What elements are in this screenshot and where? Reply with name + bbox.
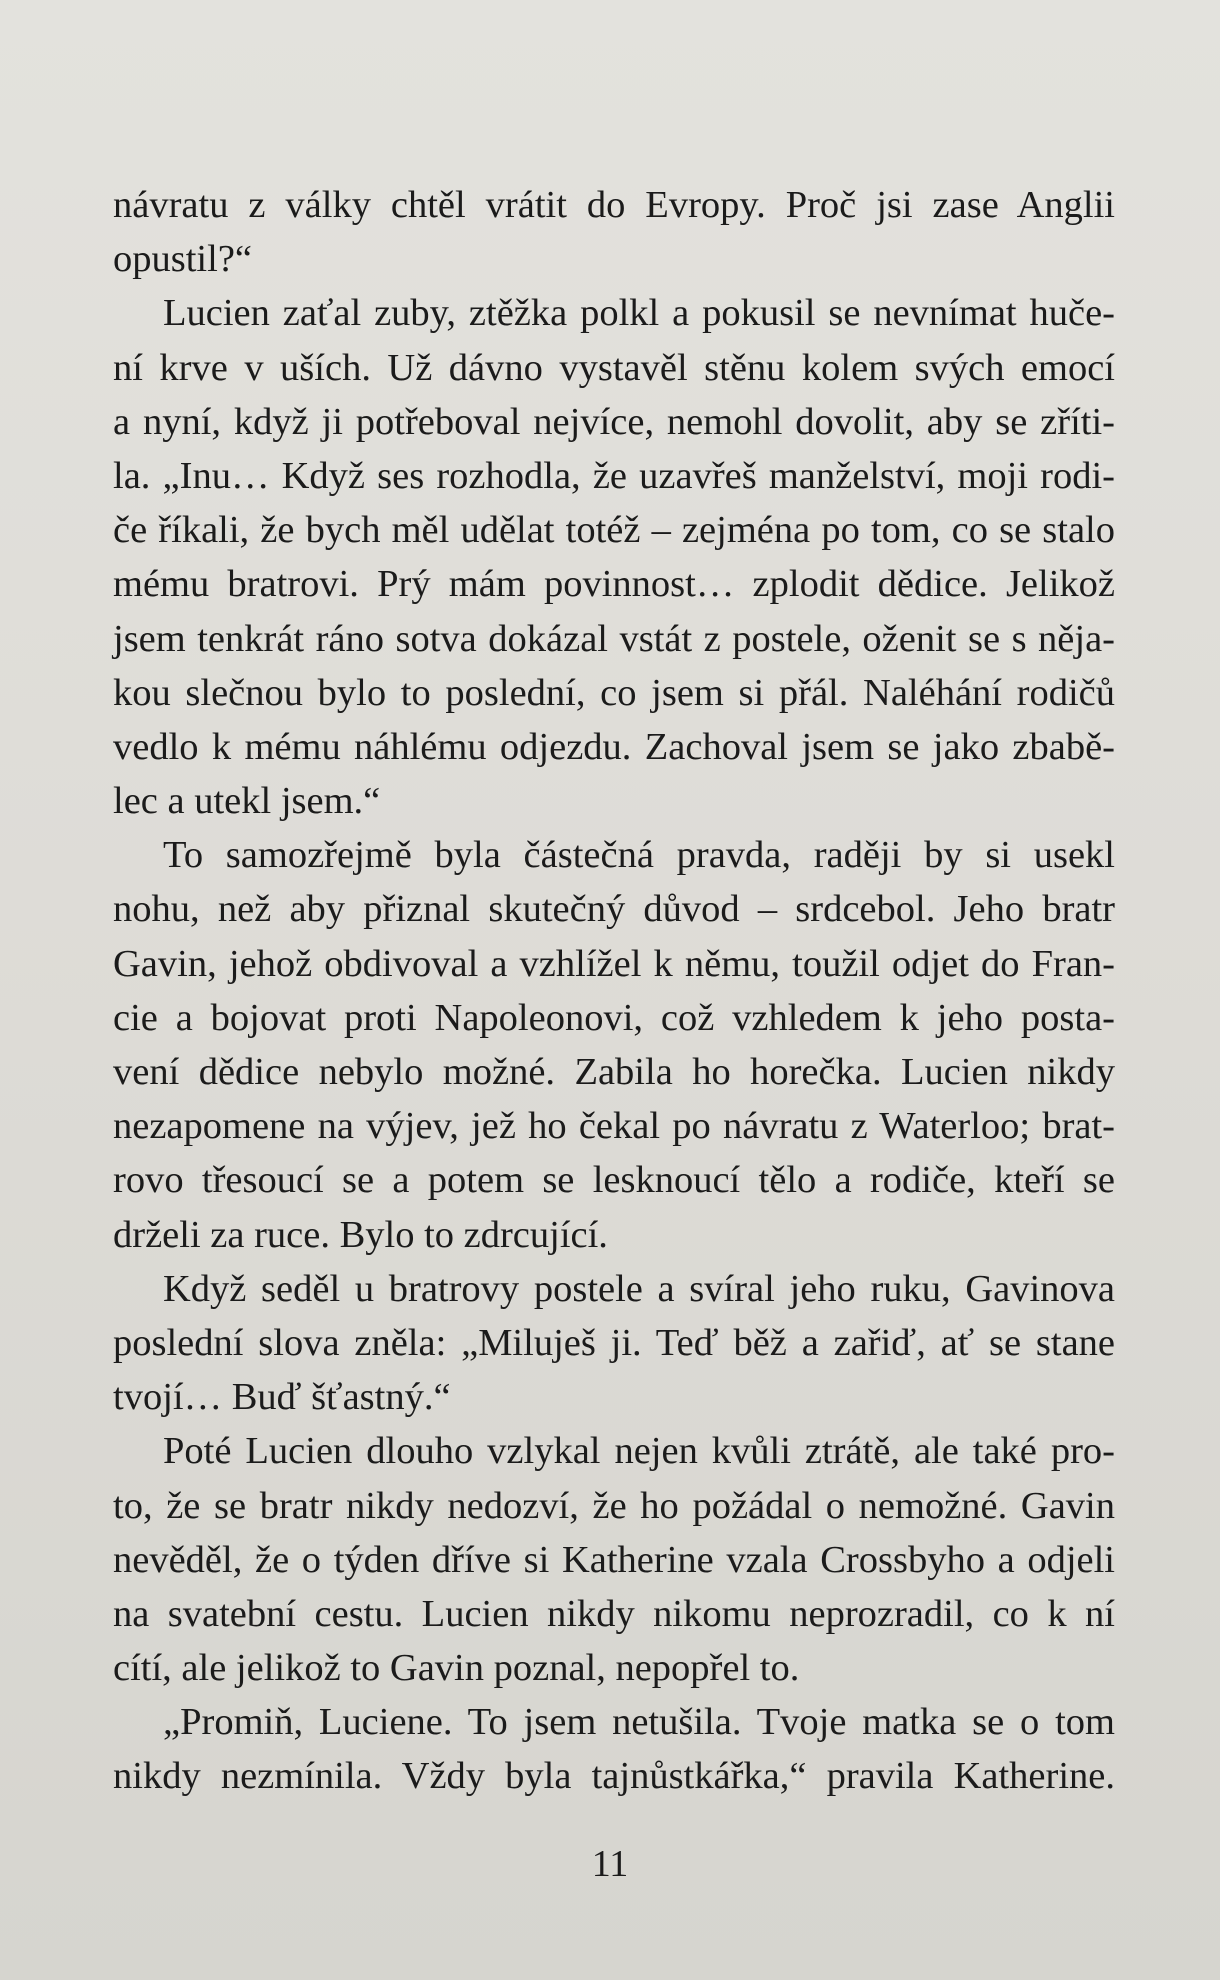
text-line: ní krve v uších. Už dávno vystavěl stěnu kolem svých emocí	[113, 346, 1115, 389]
text-line: Gavin, jehož obdivoval a vzhlížel k němu, toužil odjet do Fran-	[113, 942, 1115, 985]
text-line: To samozřejmě byla částečná pravda, raději by si usekl	[163, 834, 1115, 877]
text-line: nohu, než aby přiznal skutečný důvod – srdcebol. Jeho bratr	[113, 888, 1115, 931]
text-line: to, že se bratr nikdy nedozví, že ho požádal o nemožné. Gavin	[113, 1484, 1115, 1527]
text-line: vení dědice nebylo možné. Zabila ho horečka. Lucien nikdy	[113, 1051, 1115, 1093]
text-line: mému bratrovi. Prý mám povinnost… zplodit dědice. Jelikož	[113, 563, 1115, 606]
text-line: nevěděl, že o týden dříve si Katherine vzala Crossbyho a odjeli	[113, 1538, 1115, 1581]
text-line: Lucien zaťal zuby, ztěžka polkl a pokusil se nevnímat huče-	[163, 292, 1115, 335]
text-line: lec a utekl jsem.“	[113, 780, 381, 823]
page-number: 11	[591, 1843, 629, 1885]
text-line: če říkali, že bych měl udělat totéž – zejména po tom, co se stalo	[113, 509, 1115, 552]
text-line: vedlo k mému náhlému odjezdu. Zachoval jsem se jako zbabě-	[113, 725, 1115, 768]
text-line: Poté Lucien dlouho vzlykal nejen kvůli ztrátě, ale také pro-	[163, 1430, 1115, 1473]
text-line: Když seděl u bratrovy postele a svíral jeho ruku, Gavinova	[163, 1267, 1115, 1310]
text-line: a nyní, když ji potřeboval nejvíce, nemohl dovolit, aby se zříti-	[113, 400, 1115, 443]
text-line: jsem tenkrát ráno sotva dokázal vstát z postele, oženit se s něja-	[113, 617, 1115, 660]
page-text	[113, 178, 1115, 1804]
text-line: „Promiň, Luciene. To jsem netušila. Tvoje matka se o tom	[163, 1701, 1115, 1744]
text-line: na svatební cestu. Lucien nikdy nikomu neprozradil, co k ní	[113, 1592, 1115, 1635]
text-line: la. „Inu… Když ses rozhodla, že uzavřeš manželství, moji rodi-	[113, 454, 1115, 497]
text-line: rovo třesoucí se a potem se lesknoucí tělo a rodiče, kteří se	[113, 1159, 1115, 1202]
text-line: tvojí… Buď šťastný.“	[113, 1376, 451, 1419]
text-line: nikdy nezmínila. Vždy byla tajnůstkářka,“ pravila Katherine.	[113, 1755, 1115, 1798]
text-line: kou slečnou bylo to poslední, co jsem si přál. Naléhání rodičů	[113, 671, 1115, 714]
text-line: nezapomene na výjev, jež ho čekal po návratu z Waterloo; brat-	[113, 1105, 1115, 1148]
text-line: cítí, ale jelikož to Gavin poznal, nepopřel to.	[113, 1647, 800, 1690]
text-line: opustil?“	[113, 238, 252, 281]
text-line: drželi za ruce. Bylo to zdrcující.	[113, 1213, 608, 1256]
text-line: návratu z války chtěl vrátit do Evropy. Proč jsi zase Anglii	[113, 184, 1115, 226]
text-line: cie a bojovat proti Napoleonovi, což vzhledem k jeho posta-	[113, 996, 1115, 1039]
text-line: poslední slova zněla: „Miluješ ji. Teď běž a zařiď, ať se stane	[113, 1321, 1115, 1364]
